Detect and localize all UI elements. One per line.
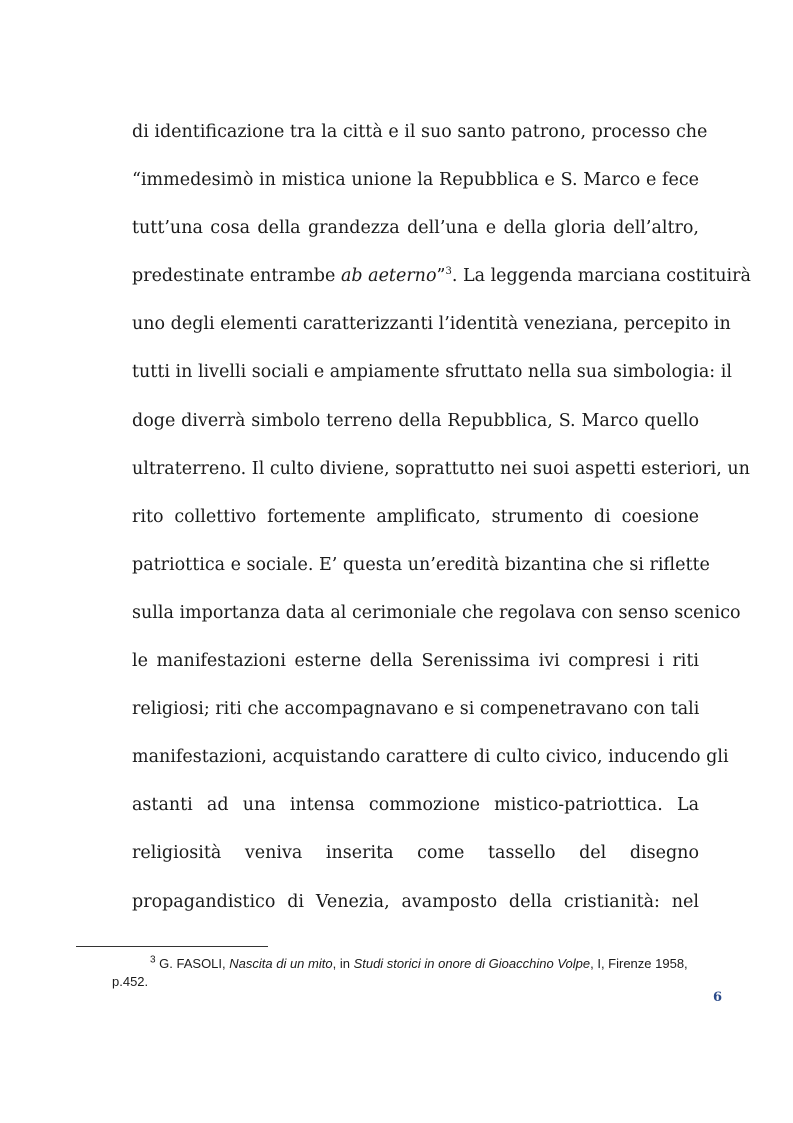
footnote-text: , I, Firenze 1958,	[590, 956, 688, 971]
text-line: di identificazione tra la città e il suo santo patrono, processo che	[132, 122, 708, 142]
footnote-collection: Studi storici in onore di Gioacchino Volpe	[353, 956, 591, 971]
footnote-number: 3	[150, 954, 156, 966]
footnote	[112, 954, 722, 991]
page-number: 6	[712, 990, 722, 1005]
text-run: predestinate entrambe	[132, 266, 341, 287]
text-run: . La leggenda marciana costituirà	[451, 266, 751, 287]
closing-quote: ”	[436, 266, 446, 287]
footnote-author: G. FASOLI,	[155, 956, 230, 971]
italic-phrase: ab aeterno	[340, 266, 437, 287]
text-line: patriottica e sociale. E’ questa un’eredità bizantina che si riflette	[132, 554, 710, 575]
text-line	[132, 256, 751, 304]
text-line: religiosi; riti che accompagnavano e si compenetravano con tali	[132, 699, 700, 720]
footnote-continuation: p.452.	[112, 974, 149, 989]
footnote-title: Nascita di un mito	[229, 956, 333, 971]
text-line: tutti in livelli sociali e ampiamente sfruttato nella sua simbologia: il	[132, 362, 732, 383]
footnote-separator	[76, 946, 268, 947]
text-line: tutt’una cosa della grandezza dell’una e della gloria dell’altro,	[132, 218, 699, 239]
text-line: “immedesimò in mistica unione la Repubblica e S. Marco e fece	[132, 170, 699, 191]
text-line: doge diverrà simbolo terreno della Repubblica, S. Marco quello	[132, 410, 699, 431]
body-text	[132, 112, 751, 930]
text-line: sulla importanza data al cerimoniale che regolava con senso scenico	[132, 602, 741, 623]
text-line: propagandistico di Venezia, avamposto della cristianità: nel	[132, 891, 699, 912]
text-line: rito collettivo fortemente amplificato, strumento di coesione	[132, 506, 699, 527]
text-line: le manifestazioni esterne della Serenissima ivi compresi i riti	[132, 651, 699, 672]
text-line: astanti ad una intensa commozione mistico-patriottica. La	[132, 795, 699, 816]
footnote-reference[interactable]: 3	[445, 266, 452, 278]
footnote-line	[132, 955, 722, 973]
text-line: religiosità veniva inserita come tassello del disegno	[132, 843, 699, 864]
footnote-text: , in	[332, 956, 354, 971]
text-line: uno degli elementi caratterizzanti l’identità veneziana, percepito in	[132, 314, 731, 335]
text-line: manifestazioni, acquistando carattere di culto civico, inducendo gli	[132, 747, 729, 768]
text-line: ultraterreno. Il culto diviene, soprattutto nei suoi aspetti esteriori, un	[132, 458, 750, 479]
